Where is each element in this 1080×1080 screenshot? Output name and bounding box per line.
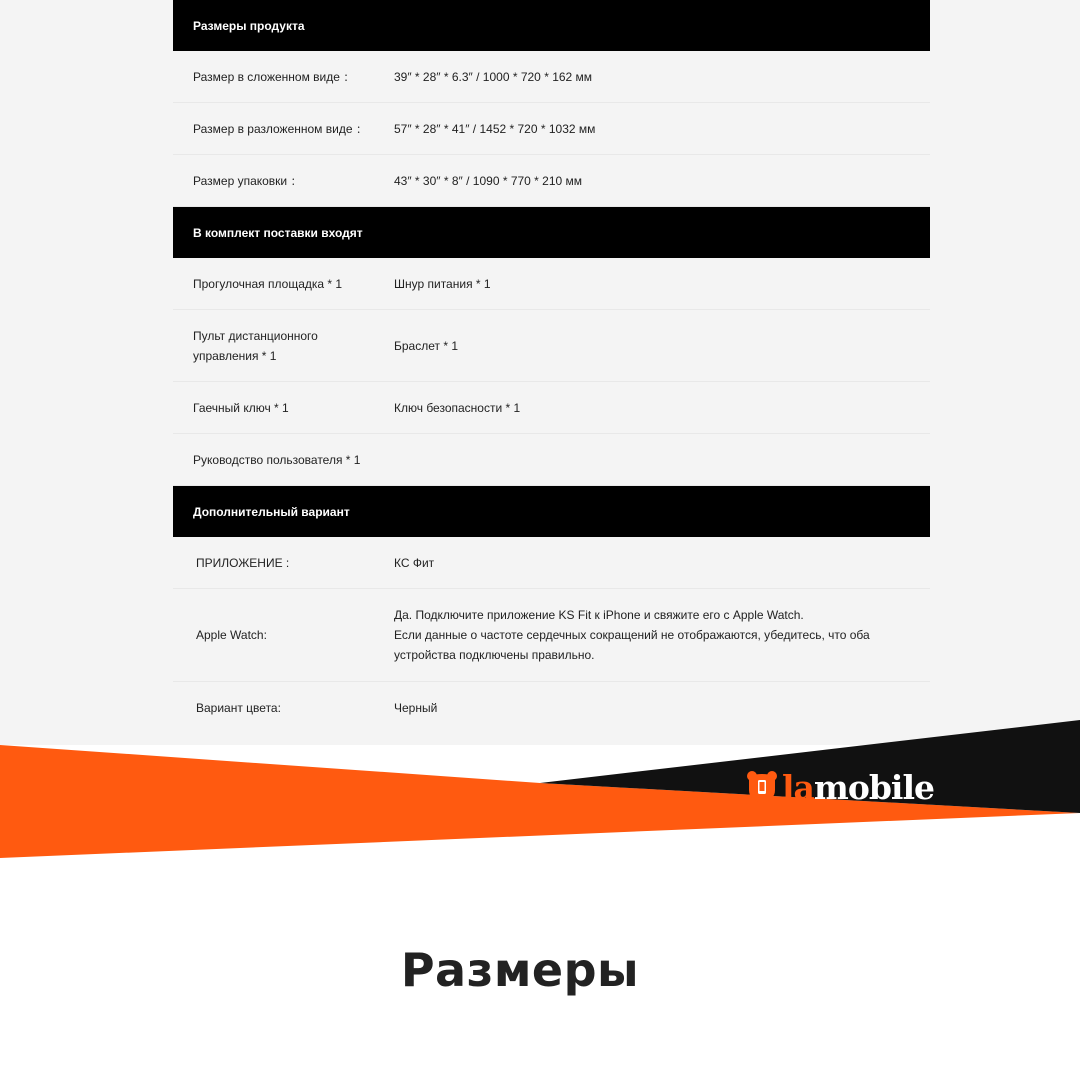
table-row (173, 258, 930, 310)
row-value (394, 605, 930, 665)
row-item-left: Гаечный ключ * 1 (193, 400, 289, 415)
row-label: Размер в разложенном виде ： (193, 121, 368, 136)
table-row (173, 155, 930, 207)
extra-section-body (173, 537, 930, 734)
row-label: ПРИЛОЖЕНИЕ : (196, 555, 290, 570)
table-row (173, 589, 930, 682)
row-item-right: Шнур питания * 1 (394, 276, 491, 291)
row-value-line: Если данные о частоте сердечных сокращений не отображаются, убедитесь, что оба устройства подключены правильно. (394, 628, 870, 662)
spec-table (173, 0, 930, 734)
row-value: Черный (394, 701, 438, 715)
row-item-right: Браслет * 1 (394, 338, 459, 353)
bear-head-phone-icon (746, 770, 778, 804)
table-row (173, 537, 930, 589)
row-item-right: Ключ безопасности * 1 (394, 400, 521, 415)
row-item-left: Пульт дистанционного управления * 1 (193, 328, 318, 363)
row-item-left: Прогулочная площадка * 1 (193, 276, 343, 291)
table-row (173, 51, 930, 103)
logo-text-mobile: mobile (813, 767, 934, 807)
lamobile-logo (746, 764, 934, 810)
table-row (173, 310, 930, 382)
table-row (173, 434, 930, 486)
row-label: Apple Watch: (196, 628, 267, 642)
row-value: 57″ * 28″ * 41″ / 1452 * 720 * 1032 мм (394, 121, 596, 136)
row-label: Вариант цвета: (196, 701, 281, 715)
row-value-line: Да. Подключите приложение KS Fit к iPhone и свяжите его с Apple Watch. (394, 608, 804, 622)
row-label: Размер упаковки ： (193, 173, 303, 188)
row-value: 43″ * 30″ * 8″ / 1090 * 770 * 210 мм (394, 173, 583, 188)
section-header-dimensions: Размеры продукта (173, 0, 930, 51)
row-label: Размер в сложенном виде ： (193, 69, 356, 84)
table-row (173, 103, 930, 155)
section-header-extra: Дополнительный вариант (173, 486, 930, 537)
logo-text-la: la (782, 767, 814, 807)
table-row (173, 382, 930, 434)
row-item-left: Руководство пользователя * 1 (193, 452, 361, 467)
row-value: КС Фит (394, 555, 435, 570)
row-value: 39″ * 28″ * 6.3″ / 1000 * 720 * 162 мм (394, 69, 593, 84)
page-caption: Размеры (400, 943, 640, 997)
section-header-package: В комплект поставки входят (173, 207, 930, 258)
